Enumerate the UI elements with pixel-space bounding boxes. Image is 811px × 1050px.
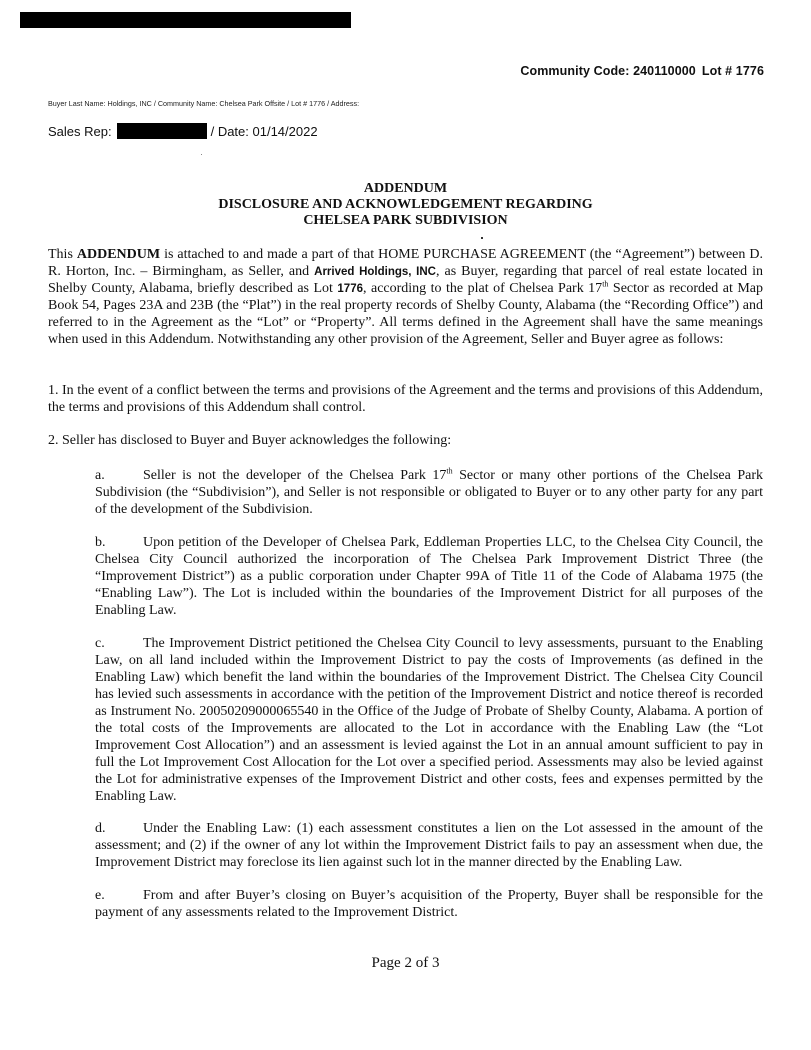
section-2-paragraph: 2. Seller has disclosed to Buyer and Buyer acknowledges the following: <box>48 433 452 448</box>
item-e-letter: e. <box>95 888 105 903</box>
item-a-ordinal: th <box>446 466 453 476</box>
item-e-text: From and after Buyer’s closing on Buyer’s acquisition of the Property, Buyer shall be responsible for the payment of any assessments related to the Improvement District. <box>95 888 763 920</box>
page-number: Page 2 of 3 <box>371 955 440 971</box>
title-line-3: CHELSEA PARK SUBDIVISION <box>303 213 508 228</box>
item-e <box>95 887 763 921</box>
item-a <box>95 467 763 518</box>
ordinal-suffix: th <box>602 279 609 289</box>
title-line-2: DISCLOSURE AND ACKNOWLEDGEMENT REGARDING <box>218 197 593 212</box>
section-1-paragraph: 1. In the event of a conflict between the terms and provisions of the Agreement and the terms and provisions of this Addendum, the terms and provisions of this Addendum shall control. <box>48 383 763 415</box>
item-c-text: The Improvement District petitioned the Chelsea City Council to levy assessments, pursuant to the Enabling Law, on all land included within the Improvement District to pay the costs of Improvements (as defined in the Enabling Law) which benefit the land within the boundaries of the Improvement District. The Chelsea City Council has levied such assessments in accordance with the petition of the Improvement District and notice thereof is recorded as Instrument No. 20050209000065540 in the Office of the Judge of Probate of Shelby County, Alabama. A portion of the total costs of the Improvements are allocated to the Lot in accordance with the Enabling Law (the “Lot Improvement Cost Allocation”) and an assessment is levied against the Lot in an annual amount sufficient to pay in full the Lot Improvement Cost Allocation for the Lot over a specified period. Assessments may also be levied against the Lot for administrative expenses of the Improvement District and other costs, fees and expenses permitted by the Enabling Law. <box>95 636 763 804</box>
item-a-letter: a. <box>95 468 105 483</box>
intro-text-5: Sector as recorded at Map Book 54, Pages 23A and 23B (the “Plat”) in the real property records of Shelby County, Alabama (the “Recording Office”) and referred to in the Agreement as the “Lot” or “Property”. All terms defined in the Agreement shall have the same meanings when used in this Addendum. Notwithstanding any other provision of the Agreement, Seller and Buyer agree as follows: <box>48 280 763 347</box>
intro-text-2: is attached to and made a part of that HOME PURCHASE AGREEMENT (the “Agreement”) between D. R. Horton, Inc. – Birmingham, as Seller, and <box>48 247 764 279</box>
sales-rep-label: Sales Rep: <box>48 123 112 139</box>
scan-speck <box>201 154 202 155</box>
buyer-info-line: Buyer Last Name: Holdings, INC / Community Name: Chelsea Park Offsite / Lot # 1776 / Address: <box>48 99 360 108</box>
item-d-letter: d. <box>95 821 106 836</box>
lot-number-label: Lot # 1776 <box>701 64 764 78</box>
lot-number: 1776 <box>337 282 363 295</box>
title-line-1: ADDENDUM <box>363 181 448 196</box>
redaction-bar-top <box>20 12 351 28</box>
item-d <box>95 820 763 871</box>
item-b-letter: b. <box>95 535 106 550</box>
date-label: / Date: 01/14/2022 <box>210 123 318 139</box>
item-b <box>95 534 763 619</box>
sales-rep-line <box>48 123 318 139</box>
item-d-text: Under the Enabling Law: (1) each assessment constitutes a lien on the Lot assessed in the amount of the assessment; and (2) if the owner of any lot within the Improvement District fails to pay an assessment when due, the Improvement District may foreclose its lien against such lot in the manner directed by the Enabling Law. <box>95 821 763 870</box>
item-c-letter: c. <box>95 636 105 651</box>
item-a-text-2: Sector or many other portions of the Chelsea Park Subdivision (the “Subdivision”), and Seller is not responsible or obligated to Buyer or to any other party for any part of the development of the Subdivision. <box>95 468 763 517</box>
buyer-name: Arrived Holdings, INC <box>314 265 436 278</box>
community-code-label: Community Code: 240110000 <box>520 64 696 78</box>
item-a-text-1: Seller is not the developer of the Chelsea Park 17 <box>143 468 447 483</box>
community-code <box>520 64 764 78</box>
redaction-bar-sales-rep <box>117 123 207 139</box>
addendum-keyword: ADDENDUM <box>76 247 161 262</box>
item-c <box>95 635 763 805</box>
intro-text-4: , according to the plat of Chelsea Park 17 <box>363 280 603 296</box>
intro-paragraph <box>48 247 763 348</box>
document-title <box>0 181 811 229</box>
title-period-mark <box>481 237 483 239</box>
intro-text-1: This <box>48 247 77 262</box>
intro-text-3: , as Buyer, regarding that parcel of real estate located in Shelby County, Alabama, briefly described as Lot <box>48 263 763 296</box>
item-b-text: Upon petition of the Developer of Chelsea Park, Eddleman Properties LLC, to the Chelsea City Council, the Chelsea City Council authorized the incorporation of The Chelsea Park Improvement District Three (the “Improvement District”) as a public corporation under Chapter 99A of Title 11 of the Code of Alabama 1975 (the “Enabling Law”). The Lot is included within the boundaries of the Improvement District for all purposes of the Enabling Law. <box>95 535 763 618</box>
